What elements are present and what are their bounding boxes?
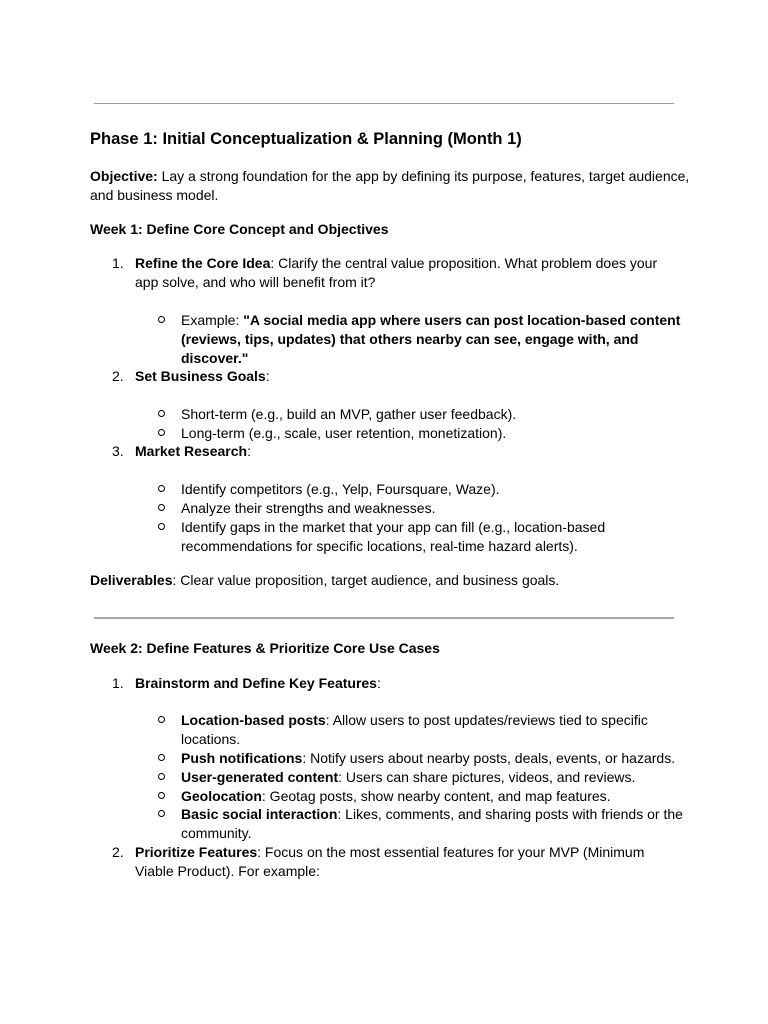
hollow-bullet-icon	[158, 810, 165, 817]
bullet-example: "A social media app where users can post location-based content (reviews, tips, updates) that others nearby can see, engage with, and discover."	[181, 312, 681, 366]
item-text: : Focus on the most essential features for your MVP (Minimum Viable Product). For example:	[135, 844, 645, 879]
week2-title: Week 2: Define Features & Prioritize Core Use Cases	[90, 640, 440, 656]
item-label: Set Business Goals	[135, 368, 266, 384]
bullet-text: Long-term (e.g., scale, user retention, monetization).	[181, 425, 507, 441]
list-number: 3.	[112, 443, 124, 459]
horizontal-rule-middle	[94, 617, 674, 619]
hollow-bullet-icon	[158, 754, 165, 761]
bullet-text: Analyze their strengths and weaknesses.	[181, 500, 436, 516]
list-number: 2.	[112, 368, 124, 384]
item-label: Brainstorm and Define Key Features	[135, 675, 377, 691]
hollow-bullet-icon	[158, 773, 165, 780]
hollow-bullet-icon	[158, 523, 165, 530]
item-label: Refine the Core Idea	[135, 255, 271, 271]
bullet-label: User-generated content	[181, 769, 339, 785]
deliverables-label: Deliverables	[90, 572, 173, 588]
item-label: Market Research	[135, 443, 248, 459]
objective-paragraph	[90, 167, 690, 205]
hollow-bullet-icon	[158, 429, 165, 436]
objective-text: Lay a strong foundation for the app by defining its purpose, features, target audience, and business model.	[90, 168, 690, 203]
list-number: 1.	[112, 255, 124, 271]
horizontal-rule-top	[94, 103, 674, 104]
phase-title: Phase 1: Initial Conceptualization & Planning (Month 1)	[90, 130, 522, 148]
bullet-prefix: Example:	[181, 312, 244, 328]
bullet-text: Short-term (e.g., build an MVP, gather user feedback).	[181, 406, 517, 422]
deliverables-text: : Clear value proposition, target audience, and business goals.	[172, 572, 560, 588]
item-text: :	[376, 675, 381, 691]
bullet-label: Geolocation	[181, 788, 262, 804]
bullet-label: Location-based posts	[181, 712, 326, 728]
hollow-bullet-icon	[158, 716, 165, 723]
item-label: Prioritize Features	[135, 844, 258, 860]
list-number: 1.	[112, 675, 124, 691]
bullet-text: : Likes, comments, and sharing posts with friends or the community.	[181, 806, 683, 841]
hollow-bullet-icon	[158, 504, 165, 511]
bullet-text: : Geotag posts, show nearby content, and map features.	[261, 788, 611, 804]
bullet-text: Identify competitors (e.g., Yelp, Foursquare, Waze).	[181, 481, 500, 497]
hollow-bullet-icon	[158, 410, 165, 417]
hollow-bullet-icon	[158, 316, 165, 323]
objective-label: Objective:	[90, 168, 158, 184]
bullet-text: Identify gaps in the market that your app can fill (e.g., location-based recommendations for specific locations, real-time hazard alerts).	[181, 519, 606, 554]
bullet-text: : Users can share pictures, videos, and reviews.	[338, 769, 636, 785]
list-number: 2.	[112, 844, 124, 860]
bullet-label: Basic social interaction	[181, 806, 338, 822]
item-text: : Clarify the central value proposition. What problem does your app solve, and who will benefit from it?	[135, 255, 658, 290]
week1-title: Week 1: Define Core Concept and Objectives	[90, 221, 389, 237]
bullet-text: : Allow users to post updates/reviews tied to specific locations.	[181, 712, 648, 747]
bullet-text: : Notify users about nearby posts, deals, events, or hazards.	[302, 750, 676, 766]
hollow-bullet-icon	[158, 485, 165, 492]
bullet-label: Push notifications	[181, 750, 303, 766]
deliverables-paragraph	[90, 571, 690, 590]
item-text: :	[247, 443, 251, 459]
hollow-bullet-icon	[158, 792, 165, 799]
item-text: :	[265, 368, 270, 384]
